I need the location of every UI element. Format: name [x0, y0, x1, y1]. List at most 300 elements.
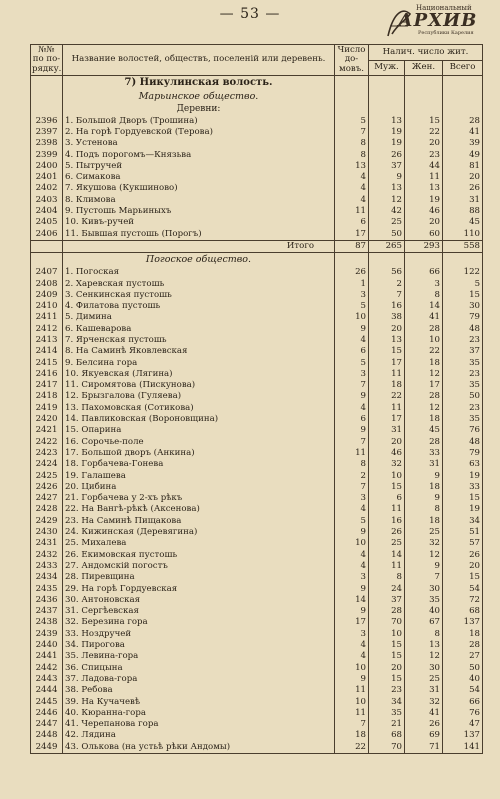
header-num: №№ по по-рядку. — [32, 45, 62, 74]
table-row — [31, 459, 483, 470]
table-row — [31, 742, 483, 754]
row-total: 137 — [443, 617, 483, 628]
row-women: 11 — [405, 172, 443, 183]
row-houses: 7 — [335, 380, 369, 391]
row-men: 15 — [369, 640, 405, 651]
row-women: 9 — [405, 471, 443, 482]
table-row — [31, 584, 483, 595]
header-houses: Число до-мовъ. — [335, 45, 369, 76]
row-women: 28 — [405, 437, 443, 448]
row-houses: 18 — [335, 730, 369, 741]
row-men: 19 — [369, 127, 405, 138]
row-total: 35 — [443, 358, 483, 369]
row-men: 16 — [369, 301, 405, 312]
row-number: 2432 — [31, 550, 63, 561]
row-number: 2438 — [31, 617, 63, 628]
row-men: 26 — [369, 150, 405, 161]
row-name: 17. Большой дворъ (Анкина) — [63, 448, 335, 459]
row-women: 26 — [405, 719, 443, 730]
row-women: 46 — [405, 206, 443, 217]
row-name: 27. Андомскій погостъ — [63, 561, 335, 572]
row-number: 2416 — [31, 369, 63, 380]
table-row — [31, 550, 483, 561]
row-name: 1. Погоская — [63, 267, 335, 278]
row-men: 34 — [369, 697, 405, 708]
row-name: 10. Якуевская (Лягина) — [63, 369, 335, 380]
row-men: 46 — [369, 448, 405, 459]
table-row — [31, 267, 483, 278]
row-name: 38. Ребова — [63, 685, 335, 696]
row-number: 2445 — [31, 697, 63, 708]
society1-total-women: 293 — [405, 240, 443, 252]
header-total: Всего — [443, 60, 483, 76]
row-men: 21 — [369, 719, 405, 730]
row-houses: 4 — [335, 504, 369, 515]
row-number: 2446 — [31, 708, 63, 719]
row-women: 41 — [405, 708, 443, 719]
row-women: 3 — [405, 279, 443, 290]
society1-total-houses: 87 — [335, 240, 369, 252]
row-houses: 17 — [335, 617, 369, 628]
row-houses: 6 — [335, 414, 369, 425]
row-men: 15 — [369, 346, 405, 357]
row-number: 2414 — [31, 346, 63, 357]
population-table — [30, 44, 483, 754]
table-row — [31, 708, 483, 719]
row-number: 2413 — [31, 335, 63, 346]
society1-total-all: 558 — [443, 240, 483, 252]
row-total: 50 — [443, 391, 483, 402]
row-name: 7. Якушова (Кукшиново) — [63, 183, 335, 194]
row-total: 48 — [443, 324, 483, 335]
row-women: 7 — [405, 572, 443, 583]
row-men: 6 — [369, 493, 405, 504]
table-row — [31, 195, 483, 206]
society1-total-label: Итого — [63, 240, 335, 252]
row-women: 19 — [405, 195, 443, 206]
volost-title-row — [31, 76, 483, 91]
row-number: 2423 — [31, 448, 63, 459]
row-name: 5. Димина — [63, 312, 335, 323]
table-row — [31, 437, 483, 448]
row-men: 20 — [369, 437, 405, 448]
row-houses: 9 — [335, 391, 369, 402]
row-number: 2400 — [31, 161, 63, 172]
row-houses: 4 — [335, 550, 369, 561]
row-total: 31 — [443, 195, 483, 206]
row-name: 6. Кашеварова — [63, 324, 335, 335]
row-name: 41. Черепанова гора — [63, 719, 335, 730]
stamp-bottom-text: Республики Карелия — [418, 30, 474, 36]
row-name: 33. Ноздручей — [63, 629, 335, 640]
row-men: 37 — [369, 161, 405, 172]
row-name: 30. Антоновская — [63, 595, 335, 606]
row-name: 25. Михалева — [63, 538, 335, 549]
row-women: 18 — [405, 358, 443, 369]
row-women: 45 — [405, 425, 443, 436]
row-men: 19 — [369, 138, 405, 149]
stamp-main-text: АРХИВ — [398, 10, 478, 31]
row-women: 9 — [405, 493, 443, 504]
row-houses: 4 — [335, 172, 369, 183]
row-houses: 5 — [335, 358, 369, 369]
row-total: 15 — [443, 290, 483, 301]
row-women: 25 — [405, 674, 443, 685]
table-row — [31, 629, 483, 640]
row-men: 28 — [369, 606, 405, 617]
row-total: 48 — [443, 437, 483, 448]
table-row — [31, 324, 483, 335]
row-women: 12 — [405, 550, 443, 561]
row-number: 2399 — [31, 150, 63, 161]
row-men: 11 — [369, 504, 405, 515]
table-row — [31, 229, 483, 241]
row-name: 43. Олькова (на устьѣ рѣки Андомы) — [63, 742, 335, 754]
row-houses: 9 — [335, 425, 369, 436]
table-row — [31, 161, 483, 172]
row-name: 26. Екимовская пустошь — [63, 550, 335, 561]
row-name: 23. На Саминѣ Пищакова — [63, 516, 335, 527]
row-women: 28 — [405, 391, 443, 402]
row-houses: 6 — [335, 346, 369, 357]
society2-title-row — [31, 253, 483, 268]
row-number: 2401 — [31, 172, 63, 183]
row-men: 32 — [369, 459, 405, 470]
row-name: 40. Кюранна-гора — [63, 708, 335, 719]
row-name: 39. На Кучачевѣ — [63, 697, 335, 708]
table-row — [31, 572, 483, 583]
row-men: 10 — [369, 629, 405, 640]
row-houses: 2 — [335, 471, 369, 482]
row-women: 20 — [405, 217, 443, 228]
row-total: 88 — [443, 206, 483, 217]
table-row — [31, 335, 483, 346]
row-number: 2417 — [31, 380, 63, 391]
row-women: 28 — [405, 324, 443, 335]
table-row — [31, 312, 483, 323]
society1-title-row — [31, 90, 483, 104]
row-number: 2429 — [31, 516, 63, 527]
table-row — [31, 471, 483, 482]
row-number: 2396 — [31, 116, 63, 127]
row-total: 110 — [443, 229, 483, 241]
row-name: 6. Симакова — [63, 172, 335, 183]
row-men: 25 — [369, 217, 405, 228]
row-houses: 9 — [335, 674, 369, 685]
table-row — [31, 279, 483, 290]
row-total: 35 — [443, 380, 483, 391]
row-men: 15 — [369, 651, 405, 662]
row-total: 40 — [443, 674, 483, 685]
row-houses: 4 — [335, 651, 369, 662]
row-women: 8 — [405, 629, 443, 640]
table-row — [31, 651, 483, 662]
row-name: 13. Пахомовская (Сотикова) — [63, 403, 335, 414]
row-women: 41 — [405, 312, 443, 323]
row-number: 2404 — [31, 206, 63, 217]
row-number: 2437 — [31, 606, 63, 617]
table-body — [31, 76, 483, 754]
row-women: 35 — [405, 595, 443, 606]
row-number: 2447 — [31, 719, 63, 730]
row-number: 2431 — [31, 538, 63, 549]
table-row — [31, 391, 483, 402]
row-number: 2440 — [31, 640, 63, 651]
row-name: 22. На Вангѣ-рѣкѣ (Аксенова) — [63, 504, 335, 515]
row-men: 70 — [369, 742, 405, 754]
row-houses: 10 — [335, 697, 369, 708]
row-total: 28 — [443, 640, 483, 651]
row-total: 79 — [443, 448, 483, 459]
row-women: 15 — [405, 116, 443, 127]
row-men: 12 — [369, 195, 405, 206]
row-men: 16 — [369, 516, 405, 527]
row-name: 15. Опарина — [63, 425, 335, 436]
row-name: 7. Ярченская пустошь — [63, 335, 335, 346]
row-houses: 9 — [335, 584, 369, 595]
row-women: 31 — [405, 459, 443, 470]
row-women: 20 — [405, 138, 443, 149]
row-number: 2444 — [31, 685, 63, 696]
row-women: 12 — [405, 651, 443, 662]
row-men: 17 — [369, 358, 405, 369]
row-houses: 6 — [335, 217, 369, 228]
row-houses: 3 — [335, 493, 369, 504]
row-women: 33 — [405, 448, 443, 459]
row-number: 2406 — [31, 229, 63, 241]
row-number: 2421 — [31, 425, 63, 436]
row-name: 4. Подъ порогомъ—Князьва — [63, 150, 335, 161]
row-total: 19 — [443, 504, 483, 515]
row-women: 9 — [405, 561, 443, 572]
row-houses: 4 — [335, 183, 369, 194]
row-number: 2425 — [31, 471, 63, 482]
row-total: 122 — [443, 267, 483, 278]
table-row — [31, 150, 483, 161]
row-name: 37. Ладова-гора — [63, 674, 335, 685]
row-name: 16. Сорочье-поле — [63, 437, 335, 448]
row-name: 9. Белсина гора — [63, 358, 335, 369]
row-houses: 11 — [335, 708, 369, 719]
table-row — [31, 685, 483, 696]
row-women: 30 — [405, 663, 443, 674]
row-name: 5. Пытручей — [63, 161, 335, 172]
row-houses: 7 — [335, 437, 369, 448]
row-number: 2418 — [31, 391, 63, 402]
row-men: 23 — [369, 685, 405, 696]
row-total: 63 — [443, 459, 483, 470]
row-houses: 3 — [335, 290, 369, 301]
row-houses: 10 — [335, 538, 369, 549]
row-total: 51 — [443, 527, 483, 538]
row-women: 13 — [405, 640, 443, 651]
row-number: 2398 — [31, 138, 63, 149]
row-name: 31. Сергѣевская — [63, 606, 335, 617]
row-men: 50 — [369, 229, 405, 241]
row-total: 137 — [443, 730, 483, 741]
row-total: 72 — [443, 595, 483, 606]
row-men: 8 — [369, 572, 405, 583]
row-women: 22 — [405, 127, 443, 138]
row-number: 2439 — [31, 629, 63, 640]
row-name: 2. Харевская пустошь — [63, 279, 335, 290]
table-row — [31, 561, 483, 572]
table-row — [31, 127, 483, 138]
row-men: 68 — [369, 730, 405, 741]
row-total: 20 — [443, 172, 483, 183]
table-row — [31, 138, 483, 149]
row-men: 11 — [369, 561, 405, 572]
row-total: 37 — [443, 346, 483, 357]
stamp-top-text: Национальный — [416, 4, 472, 12]
row-men: 56 — [369, 267, 405, 278]
row-total: 79 — [443, 312, 483, 323]
row-number: 2403 — [31, 195, 63, 206]
row-number: 2420 — [31, 414, 63, 425]
table-row — [31, 482, 483, 493]
row-total: 28 — [443, 116, 483, 127]
row-women: 8 — [405, 290, 443, 301]
row-name: 34. Пирогова — [63, 640, 335, 651]
row-men: 15 — [369, 674, 405, 685]
society1-subtitle: Деревни: — [63, 104, 335, 115]
row-total: 57 — [443, 538, 483, 549]
table-row — [31, 606, 483, 617]
row-name: 4. Филатова пустошь — [63, 301, 335, 312]
table-row — [31, 206, 483, 217]
row-women: 31 — [405, 685, 443, 696]
table-row — [31, 595, 483, 606]
row-name: 19. Галашева — [63, 471, 335, 482]
table-row — [31, 403, 483, 414]
row-name: 3. Сенкинская пустошь — [63, 290, 335, 301]
row-women: 32 — [405, 538, 443, 549]
row-houses: 9 — [335, 606, 369, 617]
row-number: 2427 — [31, 493, 63, 504]
row-number: 2426 — [31, 482, 63, 493]
society2-title: Погоское общество. — [63, 253, 335, 268]
table-row — [31, 301, 483, 312]
row-houses: 7 — [335, 127, 369, 138]
row-total: 76 — [443, 425, 483, 436]
row-houses: 5 — [335, 516, 369, 527]
row-number: 2448 — [31, 730, 63, 741]
row-men: 18 — [369, 380, 405, 391]
row-houses: 9 — [335, 324, 369, 335]
row-men: 13 — [369, 116, 405, 127]
row-women: 32 — [405, 697, 443, 708]
row-total: 54 — [443, 584, 483, 595]
row-houses: 5 — [335, 301, 369, 312]
row-men: 20 — [369, 663, 405, 674]
table-row — [31, 425, 483, 436]
row-name: 9. Пустошь Марьиныхъ — [63, 206, 335, 217]
row-men: 24 — [369, 584, 405, 595]
row-total: 26 — [443, 183, 483, 194]
row-men: 7 — [369, 290, 405, 301]
row-total: 20 — [443, 561, 483, 572]
table-row — [31, 730, 483, 741]
row-number: 2436 — [31, 595, 63, 606]
row-women: 30 — [405, 584, 443, 595]
row-men: 11 — [369, 369, 405, 380]
row-name: 21. Горбачева у 2-хъ рѣкъ — [63, 493, 335, 504]
row-houses: 7 — [335, 719, 369, 730]
row-total: 18 — [443, 629, 483, 640]
row-total: 35 — [443, 414, 483, 425]
row-women: 12 — [405, 369, 443, 380]
row-women: 22 — [405, 346, 443, 357]
row-men: 37 — [369, 595, 405, 606]
row-men: 10 — [369, 471, 405, 482]
row-houses: 26 — [335, 267, 369, 278]
row-name: 29. На горѣ Гордуевская — [63, 584, 335, 595]
society1-title: Марьинское общество. — [63, 90, 335, 104]
row-number: 2434 — [31, 572, 63, 583]
row-total: 141 — [443, 742, 483, 754]
header-men: Муж. — [369, 60, 405, 76]
row-total: 47 — [443, 719, 483, 730]
row-number: 2442 — [31, 663, 63, 674]
row-name: 12. Брызгалова (Гуляева) — [63, 391, 335, 402]
row-houses: 1 — [335, 279, 369, 290]
row-number: 2422 — [31, 437, 63, 448]
row-women: 14 — [405, 301, 443, 312]
table-row — [31, 183, 483, 194]
row-women: 23 — [405, 150, 443, 161]
row-total: 27 — [443, 651, 483, 662]
row-name: 28. Пиревщина — [63, 572, 335, 583]
row-houses: 4 — [335, 335, 369, 346]
row-women: 69 — [405, 730, 443, 741]
row-men: 13 — [369, 183, 405, 194]
row-women: 66 — [405, 267, 443, 278]
row-number: 2435 — [31, 584, 63, 595]
row-houses: 11 — [335, 206, 369, 217]
row-women: 8 — [405, 504, 443, 515]
row-name: 10. Кивъ-ручей — [63, 217, 335, 228]
table-row — [31, 617, 483, 628]
society1-total-men: 265 — [369, 240, 405, 252]
row-total: 30 — [443, 301, 483, 312]
row-total: 68 — [443, 606, 483, 617]
row-women: 13 — [405, 183, 443, 194]
row-men: 38 — [369, 312, 405, 323]
row-name: 18. Горбачева-Гонева — [63, 459, 335, 470]
table-row — [31, 290, 483, 301]
row-houses: 14 — [335, 595, 369, 606]
row-houses: 5 — [335, 116, 369, 127]
row-name: 8. Климова — [63, 195, 335, 206]
row-men: 22 — [369, 391, 405, 402]
row-total: 54 — [443, 685, 483, 696]
row-houses: 3 — [335, 572, 369, 583]
table-row — [31, 516, 483, 527]
row-total: 45 — [443, 217, 483, 228]
row-houses: 4 — [335, 195, 369, 206]
table-row — [31, 116, 483, 127]
row-men: 2 — [369, 279, 405, 290]
row-total: 15 — [443, 572, 483, 583]
row-men: 25 — [369, 538, 405, 549]
row-women: 18 — [405, 482, 443, 493]
row-total: 81 — [443, 161, 483, 172]
row-name: 11. Сиромятова (Пискунова) — [63, 380, 335, 391]
table-row — [31, 414, 483, 425]
row-total: 5 — [443, 279, 483, 290]
row-total: 26 — [443, 550, 483, 561]
row-total: 34 — [443, 516, 483, 527]
